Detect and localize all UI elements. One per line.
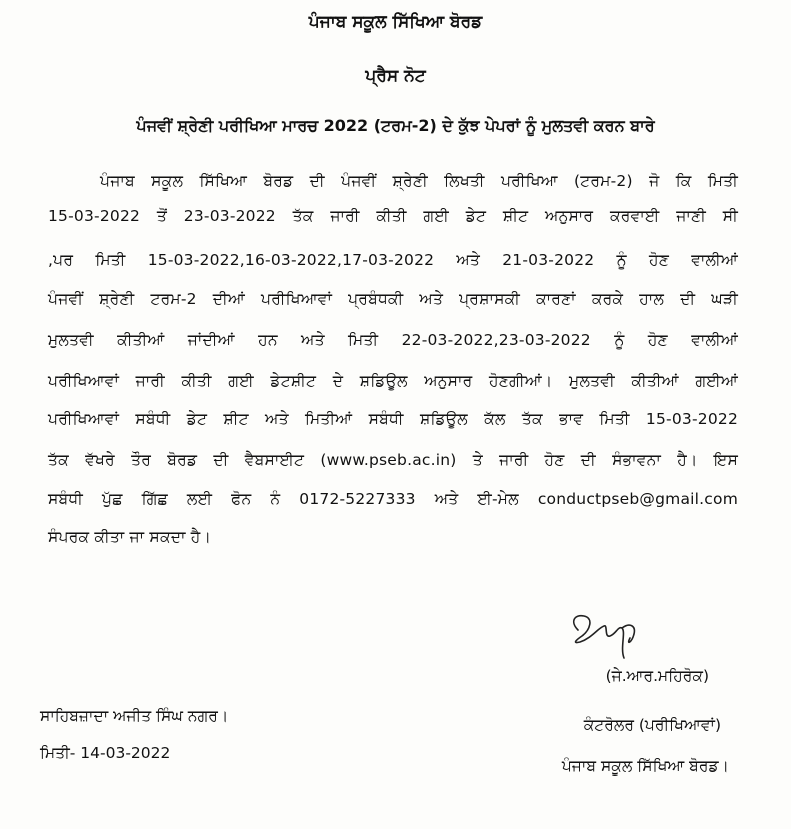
body-line: 15-03-2022 ਤੋਂ 23-03-2022 ਤੱਕ ਜਾਰੀ ਕੀਤੀ ਗਈ ਡੇਟ ਸ਼ੀਟ ਅਨੁਸਾਰ ਕਰਵਾਈ ਜਾਣੀ ਸੀ <box>48 207 738 225</box>
body-line: ਪਰੀਖਿਆਵਾਂ ਸਬੰਧੀ ਡੇਟ ਸ਼ੀਟ ਅਤੇ ਮਿਤੀਆਂ ਸਬੰਧੀ ਸ਼ਡਿਊਲ ਕੱਲ ਤੱਕ ਭਾਵ ਮਿਤੀ 15-03-2022 <box>48 410 738 428</box>
signer-designation: ਕੰਟਰੋਲਰ (ਪਰੀਖਿਆਵਾਂ) <box>583 716 721 734</box>
body-line: ਮੁਲਤਵੀ ਕੀਤੀਆਂ ਜਾਂਦੀਆਂ ਹਨ ਅਤੇ ਮਿਤੀ 22-03-2022,23-03-2022 ਨੂੰ ਹੋਣ ਵਾਲੀਆਂ <box>48 331 738 349</box>
body-line: ,ਪਰ ਮਿਤੀ 15-03-2022,16-03-2022,17-03-2022 ਅਤੇ 21-03-2022 ਨੂੰ ਹੋਣ ਵਾਲੀਆਂ <box>48 251 738 269</box>
signer-name: (ਜੇ.ਆਰ.ਮਹਿਰੋਕ) <box>605 667 709 685</box>
date-line: ਮਿਤੀ- 14-03-2022 <box>40 744 171 762</box>
place-line: ਸਾਹਿਬਜ਼ਾਦਾ ਅਜੀਤ ਸਿੰਘ ਨਗਰ। <box>40 707 229 725</box>
body-line: ਸੰਪਰਕ ਕੀਤਾ ਜਾ ਸਕਦਾ ਹੈ। <box>48 528 212 546</box>
signature-drawing <box>560 608 670 668</box>
board-title: ਪੰਜਾਬ ਸਕੂਲ ਸਿੱਖਿਆ ਬੋਰਡ <box>308 12 483 32</box>
body-line: ਪਰੀਖਿਆਵਾਂ ਜਾਰੀ ਕੀਤੀ ਗਈ ਡੇਟਸ਼ੀਟ ਦੇ ਸ਼ਡਿਊਲ ਅਨੁਸਾਰ ਹੋਣਗੀਆਂ। ਮੁਲਤਵੀ ਕੀਤੀਆਂ ਗਈਆਂ <box>48 372 738 390</box>
body-line: ਪੰਜਵੀਂ ਸ਼੍ਰੇਣੀ ਟਰਮ-2 ਦੀਆਂ ਪਰੀਖਿਆਵਾਂ ਪ੍ਰਬੰਧਕੀ ਅਤੇ ਪ੍ਰਸ਼ਾਸਕੀ ਕਾਰਣਾਂ ਕਰਕੇ ਹਾਲ ਦੀ ਘੜੀ <box>48 290 738 308</box>
press-note-heading: ਪ੍ਰੈਸ ਨੋਟ <box>365 66 426 86</box>
signer-organization: ਪੰਜਾਬ ਸਕੂਲ ਸਿੱਖਿਆ ਬੋਰਡ। <box>561 757 729 775</box>
body-line: ਪੰਜਾਬ ਸਕੂਲ ਸਿੱਖਿਆ ਬੋਰਡ ਦੀ ਪੰਜਵੀਂ ਸ਼੍ਰੇਣੀ ਲਿਖਤੀ ਪਰੀਖਿਆ (ਟਰਮ-2) ਜੋ ਕਿ ਮਿਤੀ <box>100 172 738 190</box>
subject-line: ਪੰਜਵੀਂ ਸ਼੍ਰੇਣੀ ਪਰੀਖਿਆ ਮਾਰਚ 2022 (ਟਰਮ-2) ਦੇ ਕੁੱਝ ਪੇਪਰਾਂ ਨੂੰ ਮੁਲਤਵੀ ਕਰਨ ਬਾਰੇ <box>136 116 655 135</box>
body-line: ਸਬੰਧੀ ਪੁੱਛ ਗਿੱਛ ਲਈ ਫੋਨ ਨੰ 0172-5227333 ਅਤੇ ਈ-ਮੇਲ conductpseb@gmail.com <box>48 490 738 508</box>
handwritten-signature <box>560 608 670 668</box>
body-line: ਤੱਕ ਵੱਖਰੇ ਤੌਰ ਬੋਰਡ ਦੀ ਵੈਬਸਾਈਟ (www.pseb.ac.in) ਤੇ ਜਾਰੀ ਹੋਣ ਦੀ ਸੰਭਾਵਨਾ ਹੈ। ਇਸ <box>48 451 738 469</box>
